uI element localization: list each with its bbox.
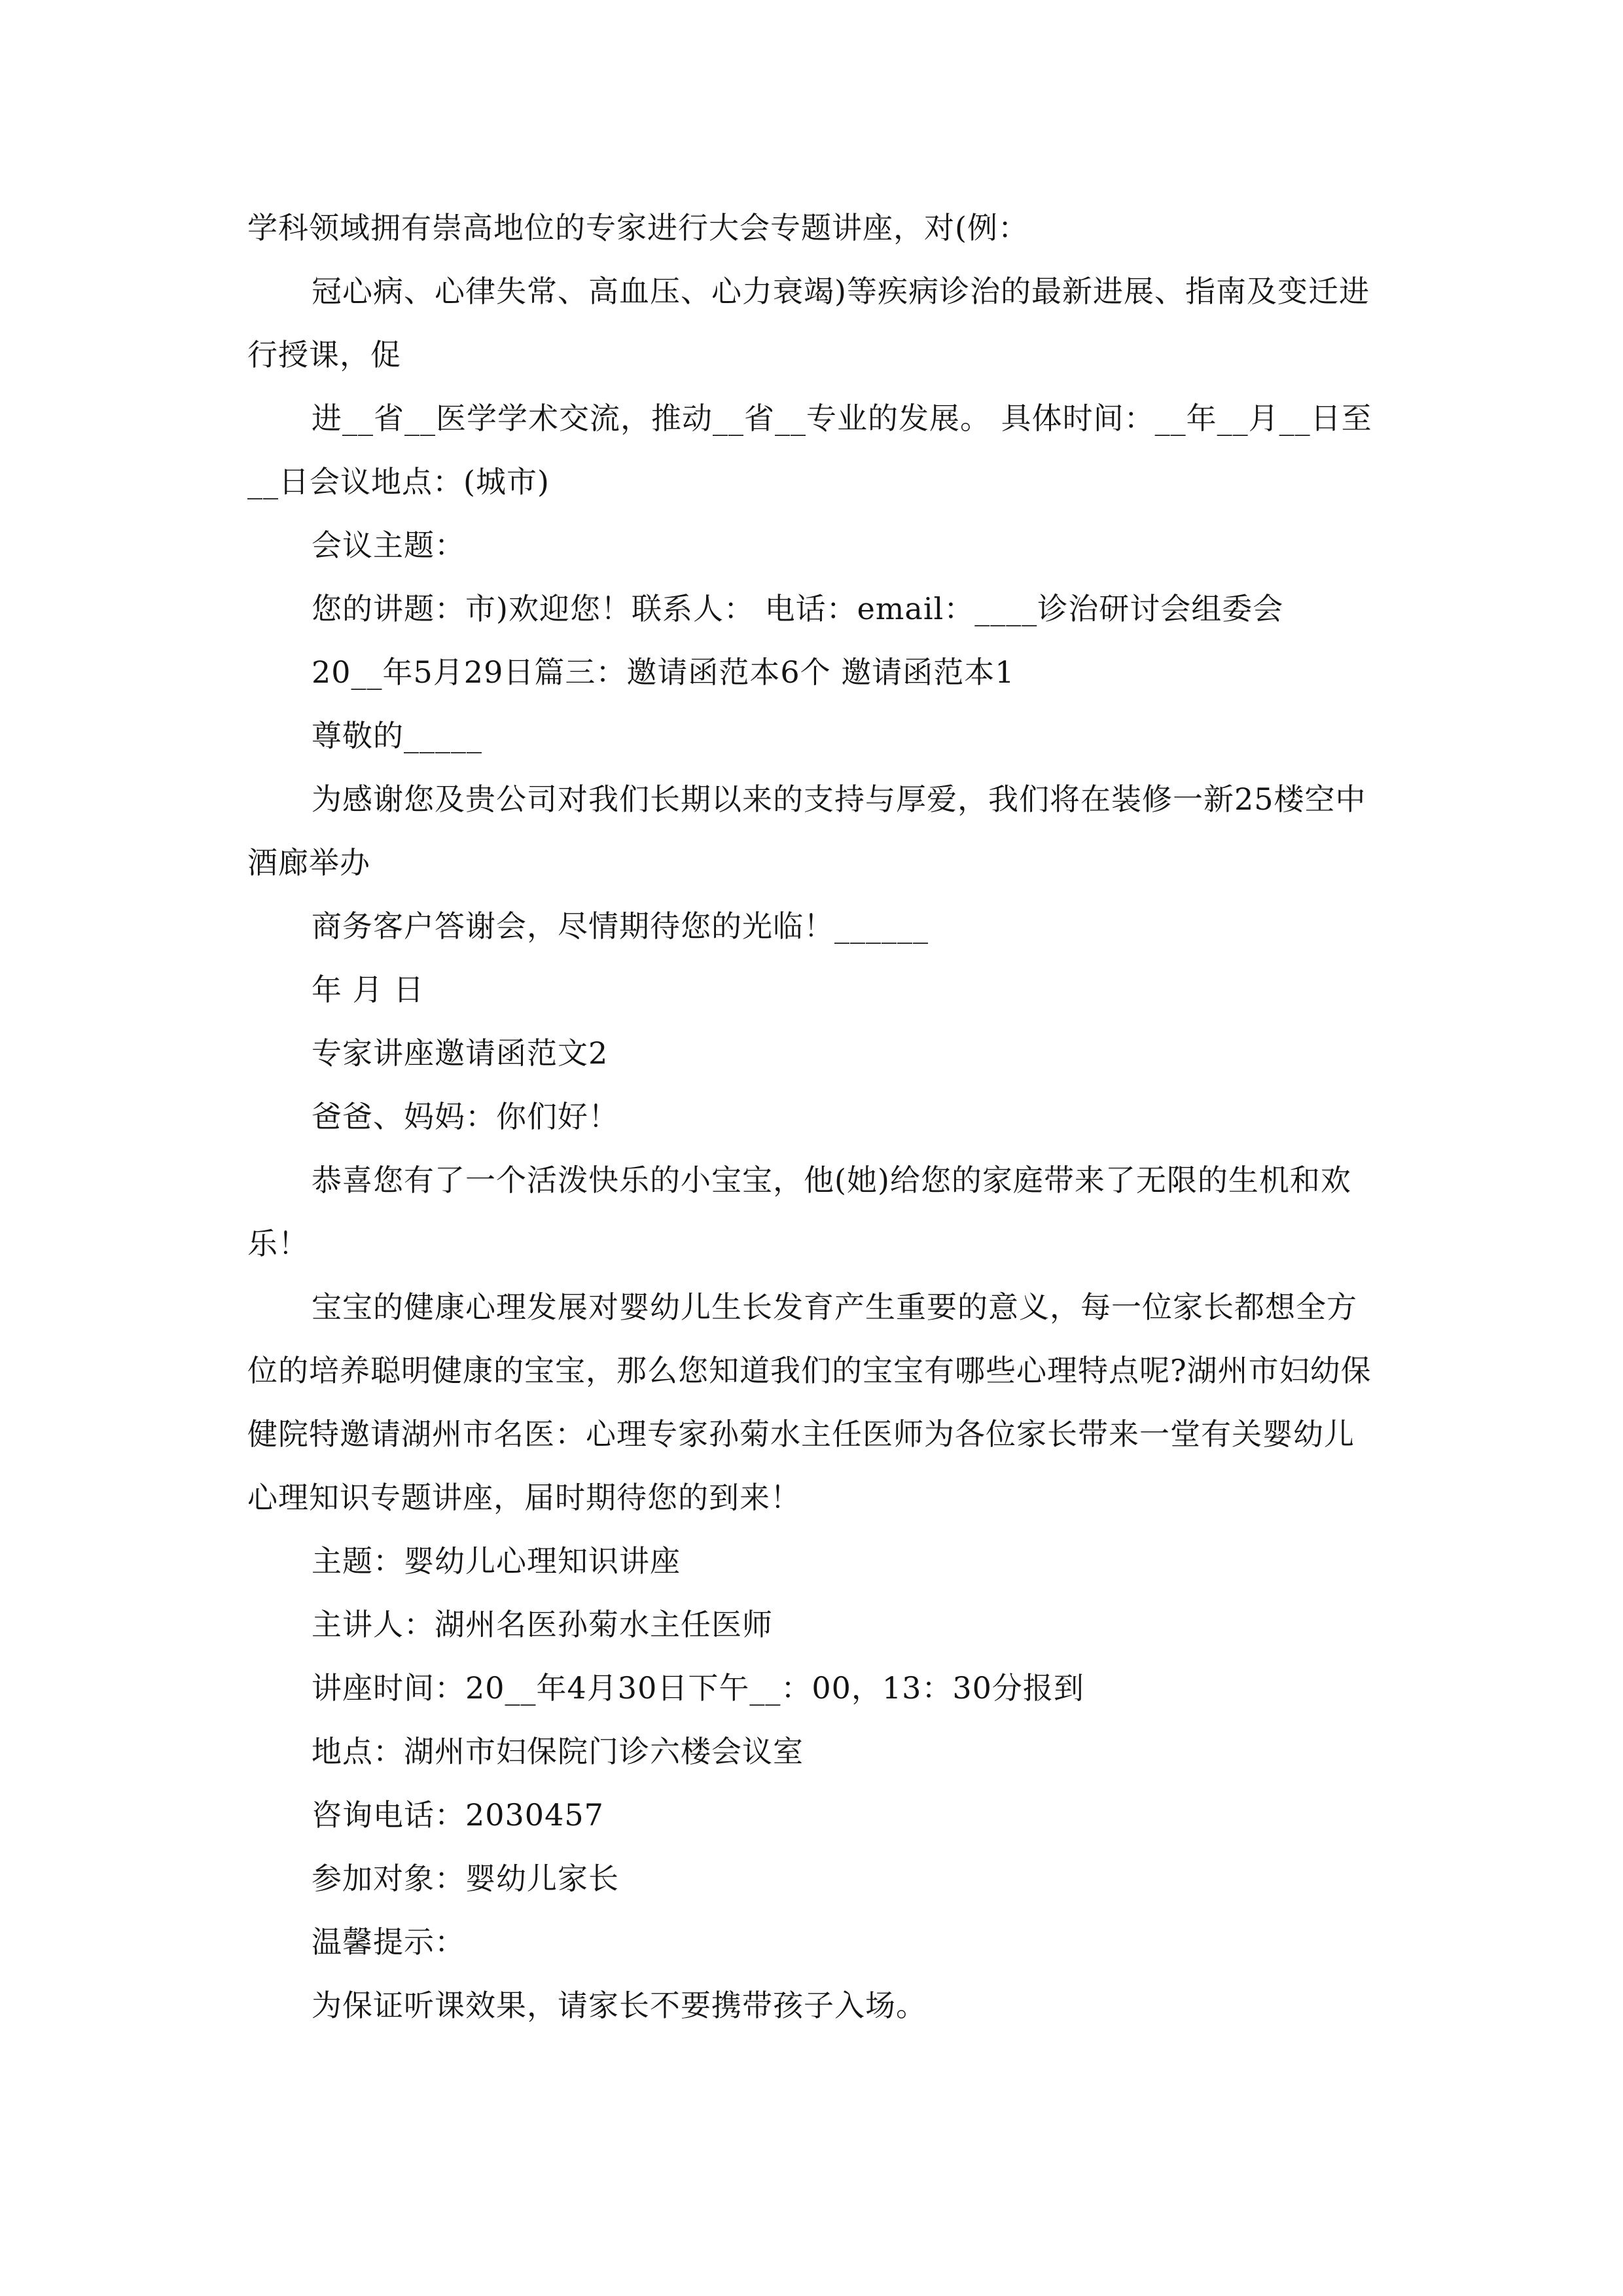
paragraph-topic: 主题：婴幼儿心理知识讲座 <box>312 1543 681 1579</box>
paragraph-location: 地点：湖州市妇保院门诊六楼会议室 <box>312 1734 804 1769</box>
paragraph-invitation: 商务客户答谢会，尽情期待您的光临！______ <box>312 908 929 944</box>
paragraph-meeting-theme: 会议主题： <box>312 528 465 563</box>
paragraph-lecture-description: 宝宝的健康心理发展对婴幼儿生长发育产生重要的意义，每一位家长都想全方位的培养聪明健康的宝宝，那么您知道我们的宝宝有哪些心理特点呢?湖州市妇幼保健院特邀请湖州市名医：心理专家孙菊水主任医师为各位家长带来一堂有关婴幼儿心理知识专题讲座，届时期待您的到来！ <box>247 1289 1372 1515</box>
paragraph-topics: 冠心病、心律失常、高血压、心力衰竭)等疾病诊治的最新进展、指南及变迁进行授课，促 <box>247 274 1370 372</box>
paragraph-reminder: 为保证听课效果，请家长不要携带孩子入场。 <box>312 1988 927 2023</box>
paragraph-congratulations: 恭喜您有了一个活泼快乐的小宝宝，他(她)给您的家庭带来了无限的生机和欢乐！ <box>247 1162 1351 1261</box>
paragraph-audience: 参加对象：婴幼儿家长 <box>312 1861 619 1896</box>
paragraph-greeting: 爸爸、妈妈：你们好！ <box>312 1099 619 1134</box>
paragraph-contact: 您的讲题：市)欢迎您！联系人： 电话：email：____诊治研讨会组委会 <box>312 591 1284 626</box>
paragraph-lecture-time: 讲座时间：20__年4月30日下午__：00，13：30分报到 <box>312 1670 1084 1706</box>
paragraph-phone: 咨询电话：2030457 <box>312 1797 604 1833</box>
paragraph-thanks: 为感谢您及贵公司对我们长期以来的支持与厚爱，我们将在装修一新25楼空中酒廊举办 <box>247 781 1366 880</box>
paragraph-reminder-heading: 温馨提示： <box>312 1924 465 1960</box>
paragraph-intro-continued: 学科领域拥有崇高地位的专家进行大会专题讲座，对(例： <box>247 210 1029 245</box>
paragraph-date-blank: 年 月 日 <box>312 972 425 1007</box>
paragraph-date-section-three: 20__年5月29日篇三：邀请函范本6个 邀请函范本1 <box>312 655 1015 690</box>
paragraph-time-location: 进__省__医学学术交流，推动__省__专业的发展。 具体时间：__年__月__日至__日会议地点：(城市) <box>247 401 1372 499</box>
paragraph-sample-title: 专家讲座邀请函范文2 <box>312 1035 609 1071</box>
paragraph-speaker: 主讲人：湖州名医孙菊水主任医师 <box>312 1607 773 1642</box>
document-body <box>247 196 1380 2037</box>
paragraph-salutation: 尊敬的_____ <box>312 718 482 753</box>
